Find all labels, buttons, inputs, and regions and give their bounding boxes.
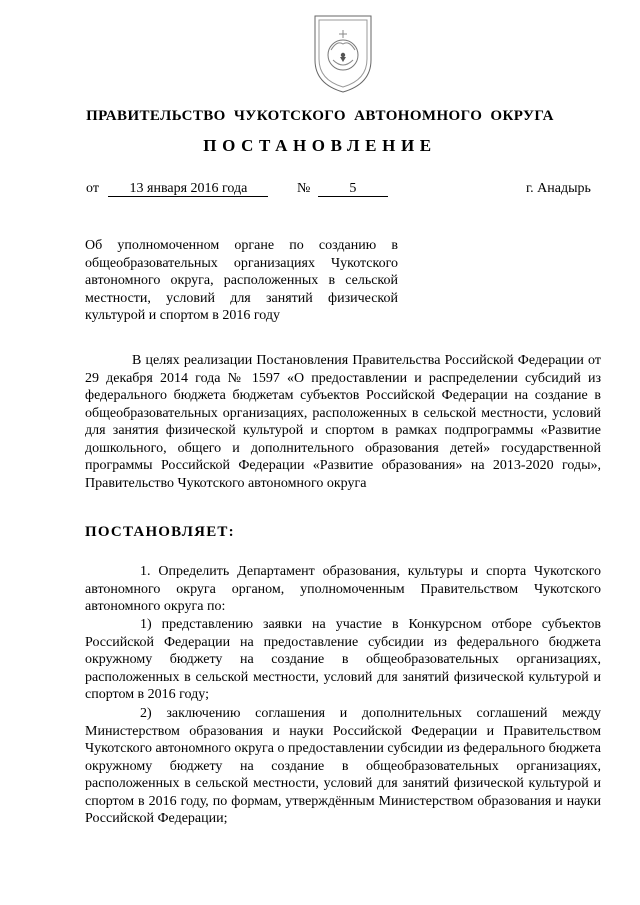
document-subject: Об уполномоченном органе по созданию в общеобразовательных организациях Чукотского автономного округа, расположенных в сельской местности, условий для занятий физической культурой и спортом в 2016 году — [85, 238, 398, 323]
date-prefix: от — [86, 181, 99, 196]
preamble-paragraph: В целях реализации Постановления Правительства Российской Федерации от 29 декабря 2014 года № 1597 «О предоставлении и распределении субсидий из федерального бюджета бюджетам субъектов Российской Федерации на создание в общеобразовательных организациях, расположенных в сельской местности, условий для занятия физической культурой и спортом в рамках подпрограммы «Развитие дошкольного, общего и дополнительного образования детей» государственной программы Российской Федерации «Развитие образования» на 2013-2020 годы», Правительство Чукотского автономного округа — [85, 353, 601, 491]
date-field — [86, 181, 268, 197]
number-field — [297, 181, 388, 197]
document-number: 5 — [318, 182, 388, 197]
document-date: 13 января 2016 года — [108, 182, 268, 197]
government-name: ПРАВИТЕЛЬСТВО ЧУКОТСКОГО АВТОНОМНОГО ОКРУГА — [86, 108, 554, 124]
decree-item: 1. Определить Департамент образования, культуры и спорта Чукотского автономного округа органом, уполномоченным Правительством Чукотского автономного округа по: — [85, 564, 601, 614]
decree-heading: ПОСТАНОВЛЯЕТ: — [85, 524, 235, 540]
decree-subitem: 2) заключению соглашения и дополнительных соглашений между Министерством образования и науки Российской Федерации и Правительством Чукотского автономного округа о предоставлении субсидии из федерального бюджета окружному бюджету на создание в общеобразовательных организациях, расположенных в сельской местности, условий для занятий физической культурой и спортом в 2016 году, по формам, утверждённым Министерством образования и науки Российской Федерации; — [85, 706, 601, 826]
document-city: г. Анадырь — [526, 181, 591, 196]
decree-subitem: 1) представлению заявки на участие в Конкурсном отборе субъектов Российской Федерации на предоставление субсидии из федерального бюджета окружному бюджету на создание в общеобразовательных организациях, расположенных в сельской местности, условий для занятий физической культурой и спортом в 2016 году; — [85, 617, 601, 702]
coat-of-arms-emblem — [309, 10, 377, 96]
document-type-title: ПОСТАНОВЛЕНИЕ — [203, 136, 437, 155]
number-prefix: № — [297, 181, 311, 196]
